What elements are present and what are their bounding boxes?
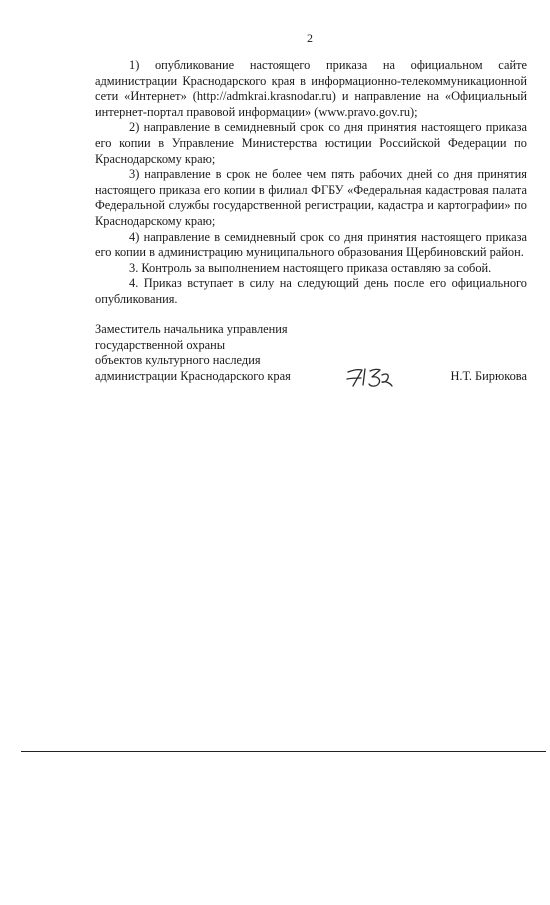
signatory-title-line: государственной охраны	[95, 337, 226, 352]
paragraph-control: 3. Контроль за выполнением настоящего приказа оставляю за собой.	[129, 260, 492, 275]
document-body	[95, 58, 527, 308]
paragraph-item-3: 3) направление в срок не более чем пять рабочих дней со дня принятия настоящего приказа его копии в филиал ФГБУ «Федеральная кадастровая палата Федеральной службы государственной регистрации, кадастра и картографии» по Краснодарскому краю;	[95, 167, 527, 228]
paragraph-effective-date: 4. Приказ вступает в силу на следующий день после его официального опубликования.	[95, 276, 527, 306]
signatory-name: Н.Т. Бирюкова	[450, 368, 527, 383]
footer-rule	[21, 751, 546, 752]
signatory-title-line: Заместитель начальника управления	[95, 322, 288, 336]
paragraph-item-4: 4) направление в семидневный срок со дня принятия настоящего приказа его копии в администрацию муниципального образования Щербиновский район.	[95, 229, 527, 260]
signatory-title-line: объектов культурного наследия	[95, 353, 261, 368]
handwritten-signature-icon	[344, 365, 394, 389]
signatory-title-line: администрации Краснодарского края	[95, 368, 291, 383]
signatory-title	[95, 322, 291, 384]
signature-block	[95, 322, 527, 392]
page-number: 2	[307, 31, 313, 45]
paragraph-item-2: 2) направление в семидневный срок со дня принятия настоящего приказа его копии в Управление Министерства юстиции Российской Федерации по Краснодарскому краю;	[95, 120, 527, 166]
paragraph-item-1: 1) опубликование настоящего приказа на официальном сайте администрации Краснодарского края в информационно-телекоммуникационной сети «Интернет» (http://admkrai.krasnodar.ru) и направление на «Официальный интернет-портал правовой информации» (www.pravo.gov.ru);	[95, 58, 527, 119]
